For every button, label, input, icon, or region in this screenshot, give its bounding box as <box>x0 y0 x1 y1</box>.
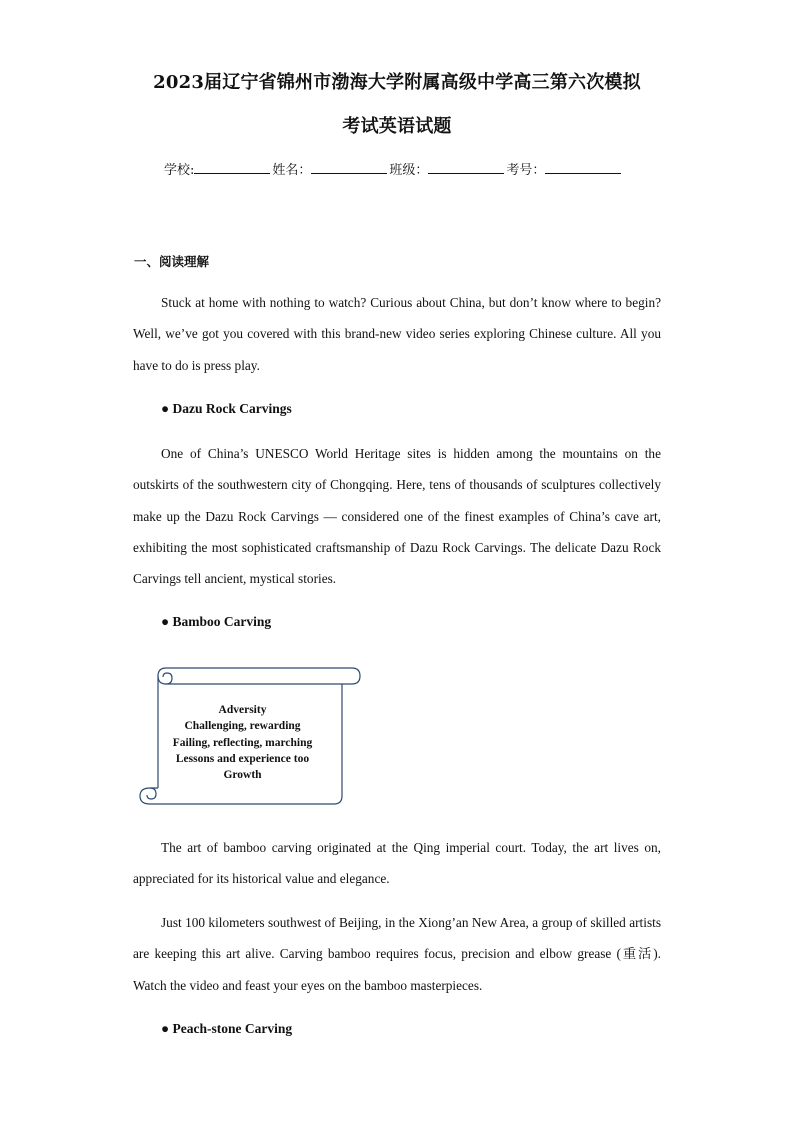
number-blank <box>545 159 621 174</box>
scroll-line: Failing, reflecting, marching <box>172 736 313 749</box>
intro-paragraph: Stuck at home with nothing to watch? Curious about China, but don’t know where to begin? Well, we’ve got you covered with this brand-new video series exploring Chinese culture. All you have to do is press play. <box>133 295 661 373</box>
section-title: 一、阅读理解 <box>134 254 210 269</box>
number-label: 考号： <box>506 163 546 178</box>
scroll-line: Growth <box>223 769 262 782</box>
dazu-heading: ● Dazu Rock Carvings <box>161 401 292 416</box>
scroll-line: Challenging, rewarding <box>184 720 301 733</box>
school-label: 学校: <box>164 163 195 178</box>
school-blank <box>194 159 270 174</box>
scroll-text <box>165 702 320 783</box>
peach-heading: ● Peach-stone Carving <box>161 1021 293 1036</box>
title-line-1: 2023届辽宁省锦州市渤海大学附属高级中学高三第六次模拟 <box>153 72 641 93</box>
class-label: 班级： <box>389 163 429 178</box>
scroll-line: Adversity <box>218 704 267 716</box>
bamboo-paragraph-1: The art of bamboo carving originated at the Qing imperial court. Today, the art lives on, appreciated for its historical value and elegance. <box>133 840 661 887</box>
bamboo-heading: ● Bamboo Carving <box>161 614 272 629</box>
dazu-paragraph: One of China’s UNESCO World Heritage sites is hidden among the mountains on the outskirts of the southwestern city of Chongqing. Here, tens of thousands of sculptures collectively make up the Dazu Rock Carvings — considered one of the finest examples of China’s cave art, exhibiting the most sophisticated craftsmanship of Dazu Rock Carvings. The delicate Dazu Rock Carvings tell ancient, mystical stories. <box>133 446 661 587</box>
class-blank <box>428 159 504 174</box>
name-blank <box>311 159 387 174</box>
scroll-line: Lessons and experience too <box>175 752 310 765</box>
student-info-row <box>164 159 623 178</box>
title-line-2: 考试英语试题 <box>342 116 452 137</box>
bamboo-paragraph-2: Just 100 kilometers southwest of Beijing, in the Xiong’an New Area, a group of skilled artists are keeping this art alive. Carving bamboo requires focus, precision and elbow grease (重活). Watch the video and feast your eyes on the bamboo masterpieces. <box>133 915 661 993</box>
name-label: 姓名： <box>272 163 312 178</box>
